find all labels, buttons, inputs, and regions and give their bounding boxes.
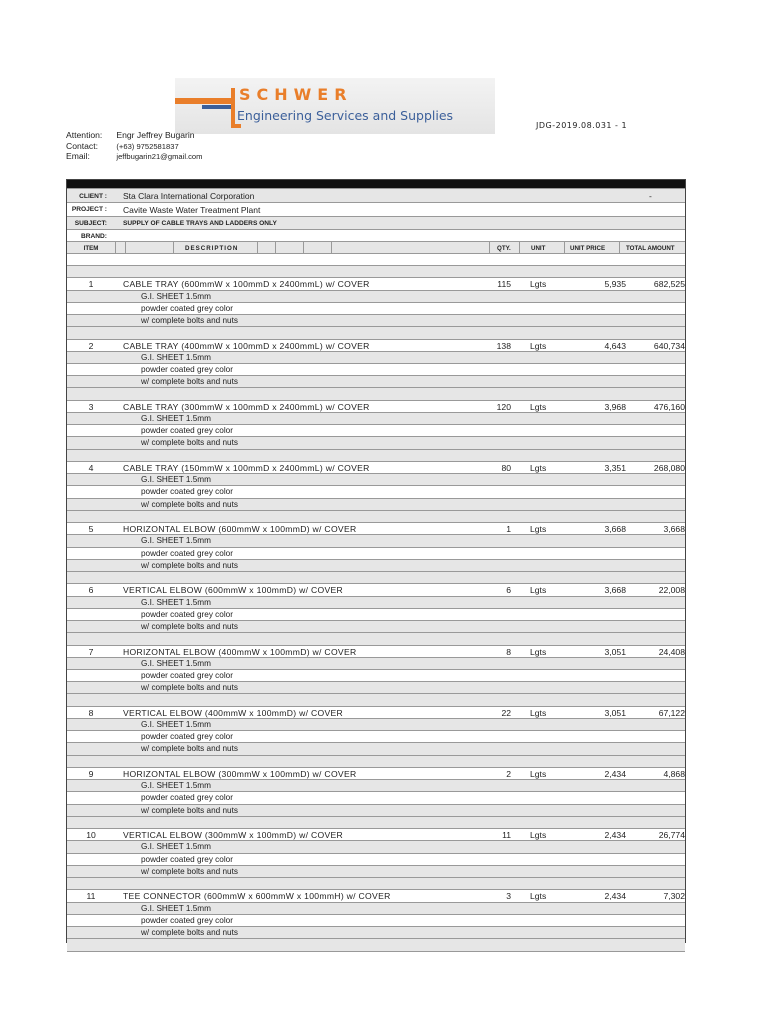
- brand-row: [67, 230, 685, 242]
- item-row: [67, 890, 685, 902]
- item-spec: powder coated grey color: [141, 365, 233, 374]
- item-spec: w/ complete bolts and nuts: [141, 316, 238, 325]
- item-total: 3,668: [663, 524, 685, 535]
- header-unit: UNIT: [531, 245, 546, 252]
- item-spec: powder coated grey color: [141, 548, 233, 558]
- subject-value: SUPPLY OF CABLE TRAYS AND LADDERS ONLY: [123, 220, 277, 227]
- item-spec: powder coated grey color: [141, 303, 233, 313]
- contact-line: [66, 141, 179, 151]
- spacer-row: [67, 939, 685, 951]
- header-total: TOTAL AMOUNT: [626, 245, 675, 252]
- spec-row: [67, 841, 685, 853]
- spec-row: [67, 719, 685, 731]
- spec-row: [67, 548, 685, 560]
- header-divider: [257, 242, 258, 253]
- header-divider: [619, 242, 620, 253]
- item-spec: G.I. SHEET 1.5mm: [141, 597, 211, 607]
- item-qty: 8: [506, 646, 511, 657]
- spacer-row: [67, 756, 685, 768]
- item-spec: powder coated grey color: [141, 609, 233, 619]
- spacer-row: [67, 254, 685, 266]
- item-qty: 22: [501, 707, 511, 718]
- item-spec: G.I. SHEET 1.5mm: [141, 291, 211, 301]
- spec-row: [67, 535, 685, 547]
- header-item: ITEM: [83, 245, 99, 252]
- item-total: 682,525: [653, 279, 685, 290]
- item-unit-price: 2,434: [604, 769, 626, 779]
- spec-row: [67, 425, 685, 437]
- header-divider: [303, 242, 304, 253]
- company-logo: [175, 78, 495, 134]
- brand-label: BRAND:: [80, 233, 107, 240]
- project-row: [67, 203, 685, 217]
- item-unit-price: 2,434: [604, 830, 626, 841]
- item-row: [67, 340, 685, 352]
- item-qty: 3: [506, 891, 511, 902]
- item-unit-price: 4,643: [604, 340, 626, 351]
- item-number: 4: [88, 463, 94, 473]
- header-divider: [115, 242, 116, 253]
- item-spec: G.I. SHEET 1.5mm: [141, 475, 211, 485]
- item-unit: Lgts: [530, 646, 547, 657]
- item-row: [67, 462, 685, 474]
- document-number: JDG-2019.08.031 - 1: [536, 121, 628, 130]
- subject-label: SUBJECT:: [74, 220, 107, 227]
- item-total: 476,160: [653, 401, 685, 412]
- item-total: 67,122: [658, 707, 685, 718]
- header-divider: [489, 242, 490, 253]
- item-spec: w/ complete bolts and nuts: [141, 622, 238, 631]
- spec-row: [67, 486, 685, 498]
- spacer-row: [67, 633, 685, 645]
- item-total: 26,774: [658, 830, 685, 841]
- item-total: 24,408: [658, 646, 685, 657]
- spec-row: [67, 560, 685, 572]
- spec-row: [67, 658, 685, 670]
- spec-row: [67, 805, 685, 817]
- spacer-row: [67, 572, 685, 584]
- header-row: [67, 242, 685, 254]
- item-unit: Lgts: [530, 340, 547, 351]
- item-number: 5: [88, 524, 94, 535]
- item-qty: 2: [506, 769, 511, 779]
- item-row: [67, 829, 685, 841]
- spacer-row: [67, 327, 685, 339]
- logo-orange-bar: [175, 98, 231, 104]
- project-value: Cavite Waste Water Treatment Plant: [123, 205, 261, 215]
- item-description: HORIZONTAL ELBOW (600mmW x 100mmD) w/ COVER: [123, 524, 357, 535]
- item-qty: 138: [496, 340, 511, 351]
- item-unit: Lgts: [530, 707, 547, 718]
- item-unit-price: 3,051: [604, 646, 626, 657]
- header-divider: [173, 242, 174, 253]
- item-number: 1: [88, 279, 94, 290]
- item-spec: w/ complete bolts and nuts: [141, 377, 238, 387]
- item-spec: w/ complete bolts and nuts: [141, 438, 238, 448]
- item-spec: powder coated grey color: [141, 487, 233, 497]
- item-spec: powder coated grey color: [141, 426, 233, 436]
- item-unit-price: 3,351: [604, 463, 626, 473]
- item-row: [67, 401, 685, 413]
- item-number: 2: [88, 340, 94, 351]
- item-qty: 1: [506, 524, 511, 535]
- item-spec: powder coated grey color: [141, 915, 233, 925]
- item-spec: G.I. SHEET 1.5mm: [141, 781, 211, 791]
- item-unit: Lgts: [530, 279, 547, 290]
- item-description: VERTICAL ELBOW (300mmW x 100mmD) w/ COVER: [123, 830, 344, 841]
- item-total: 268,080: [653, 463, 685, 473]
- item-qty: 6: [506, 585, 511, 596]
- item-spec: w/ complete bolts and nuts: [141, 805, 238, 815]
- spec-row: [67, 474, 685, 486]
- spec-row: [67, 903, 685, 915]
- item-total: 22,008: [658, 585, 685, 596]
- spec-row: [67, 609, 685, 621]
- email-line: [66, 151, 202, 161]
- item-unit-price: 5,935: [604, 279, 626, 290]
- contact-value: (+63) 9752581837: [116, 142, 179, 151]
- item-spec: G.I. SHEET 1.5mm: [141, 842, 211, 852]
- spec-row: [67, 364, 685, 376]
- company-tagline: Engineering Services and Supplies: [237, 108, 454, 123]
- client-value: Sta Clara International Corporation: [123, 191, 255, 201]
- subject-row: [67, 217, 685, 230]
- item-row: [67, 646, 685, 658]
- item-number: 6: [88, 585, 94, 596]
- item-number: 3: [88, 401, 94, 412]
- item-unit-price: 3,668: [604, 524, 626, 535]
- spacer-row: [67, 450, 685, 462]
- item-spec: G.I. SHEET 1.5mm: [141, 903, 211, 913]
- attention-value: Engr Jeffrey Bugarin: [116, 130, 195, 140]
- item-spec: G.I. SHEET 1.5mm: [141, 414, 211, 423]
- client-label: CLIENT :: [79, 193, 107, 200]
- header-divider: [519, 242, 520, 253]
- company-name: SCHWER: [239, 85, 353, 104]
- item-description: CABLE TRAY (150mmW x 100mmD x 2400mmL) w/ COVER: [123, 463, 370, 473]
- attention-line: [66, 130, 195, 140]
- spec-row: [67, 499, 685, 511]
- spec-row: [67, 915, 685, 927]
- spec-row: [67, 315, 685, 327]
- header-description: DESCRIPTION: [185, 245, 239, 252]
- item-total: 7,302: [663, 891, 685, 902]
- spacer-row: [67, 511, 685, 523]
- item-unit: Lgts: [530, 769, 547, 779]
- item-row: [67, 278, 685, 290]
- item-qty: 115: [497, 279, 511, 290]
- spec-row: [67, 437, 685, 449]
- item-spec: powder coated grey color: [141, 671, 233, 680]
- logo-blue-bar: [202, 105, 232, 109]
- item-qty: 11: [502, 830, 511, 841]
- item-spec: w/ complete bolts and nuts: [141, 560, 238, 570]
- item-description: CABLE TRAY (600mmW x 100mmD x 2400mmL) w/ COVER: [123, 279, 370, 290]
- client-mark: -: [649, 191, 652, 201]
- item-spec: G.I. SHEET 1.5mm: [141, 658, 211, 668]
- item-spec: w/ complete bolts and nuts: [141, 866, 238, 876]
- client-row: [67, 188, 685, 203]
- item-unit: Lgts: [530, 585, 547, 596]
- item-spec: powder coated grey color: [141, 854, 233, 864]
- table-top-bar: [67, 180, 685, 188]
- item-description: VERTICAL ELBOW (600mmW x 100mmD) w/ COVER: [123, 585, 344, 596]
- project-label: PROJECT :: [71, 206, 107, 213]
- item-spec: powder coated grey color: [141, 732, 233, 742]
- spec-row: [67, 854, 685, 866]
- item-unit-price: 3,668: [604, 585, 626, 596]
- header-divider: [125, 242, 126, 253]
- item-spec: w/ complete bolts and nuts: [141, 499, 238, 509]
- contact-label: Contact:: [66, 141, 99, 151]
- spacer-row: [67, 388, 685, 400]
- attention-label: Attention:: [66, 130, 103, 140]
- item-row: [67, 707, 685, 719]
- spec-row: [67, 682, 685, 694]
- spacer-row: [67, 817, 685, 829]
- item-row: [67, 584, 685, 596]
- item-description: VERTICAL ELBOW (400mmW x 100mmD) w/ COVER: [123, 707, 344, 718]
- spec-row: [67, 621, 685, 633]
- item-unit: Lgts: [530, 830, 547, 841]
- spec-row: [67, 413, 685, 425]
- item-spec: w/ complete bolts and nuts: [141, 744, 238, 754]
- item-number: 7: [88, 646, 94, 657]
- spec-row: [67, 352, 685, 364]
- item-row: [67, 768, 685, 780]
- spec-row: [67, 866, 685, 878]
- item-unit-price: 2,434: [604, 891, 626, 902]
- spec-row: [67, 291, 685, 303]
- item-unit-price: 3,051: [604, 707, 626, 718]
- spec-row: [67, 303, 685, 315]
- spec-row: [67, 670, 685, 682]
- item-spec: powder coated grey color: [141, 793, 233, 803]
- item-qty: 80: [501, 463, 511, 473]
- item-unit: Lgts: [530, 891, 547, 902]
- item-unit-price: 3,968: [604, 401, 626, 412]
- item-unit: Lgts: [530, 524, 547, 535]
- header-qty: QTY.: [497, 245, 511, 252]
- header-unit-price: UNIT PRICE: [570, 245, 606, 252]
- item-row: [67, 523, 685, 535]
- header-divider: [275, 242, 276, 253]
- email-value[interactable]: jeffbugarin21@gmail.com: [116, 152, 203, 161]
- spec-row: [67, 927, 685, 939]
- spec-row: [67, 376, 685, 388]
- item-total: 4,868: [663, 769, 685, 779]
- email-label: Email:: [66, 151, 90, 161]
- item-description: HORIZONTAL ELBOW (300mmW x 100mmD) w/ COVER: [123, 769, 357, 779]
- item-number: 11: [86, 891, 96, 902]
- header-divider: [331, 242, 332, 253]
- item-number: 8: [88, 707, 94, 718]
- spec-row: [67, 792, 685, 804]
- item-number: 9: [88, 769, 94, 779]
- spec-row: [67, 743, 685, 755]
- item-description: CABLE TRAY (400mmW x 100mmD x 2400mmL) w/ COVER: [123, 340, 370, 351]
- item-description: HORIZONTAL ELBOW (400mmW x 100mmD) w/ COVER: [123, 646, 357, 657]
- item-description: CABLE TRAY (300mmW x 100mmD x 2400mmL) w/ COVER: [123, 401, 370, 412]
- item-spec: G.I. SHEET 1.5mm: [141, 352, 211, 362]
- item-unit: Lgts: [530, 401, 547, 412]
- spec-row: [67, 780, 685, 792]
- spacer-row: [67, 878, 685, 890]
- spacer-row: [67, 694, 685, 706]
- quotation-table: [66, 179, 686, 943]
- item-unit: Lgts: [530, 463, 547, 473]
- item-total: 640,734: [653, 340, 685, 351]
- spec-row: [67, 597, 685, 609]
- item-spec: w/ complete bolts and nuts: [141, 928, 238, 937]
- spec-row: [67, 731, 685, 743]
- item-number: 10: [86, 830, 96, 841]
- item-description: TEE CONNECTOR (600mmW x 600mmW x 100mmH) w/ COVER: [123, 891, 391, 902]
- item-spec: w/ complete bolts and nuts: [141, 683, 238, 693]
- header-divider: [564, 242, 565, 253]
- item-spec: G.I. SHEET 1.5mm: [141, 536, 211, 546]
- item-spec: G.I. SHEET 1.5mm: [141, 720, 211, 729]
- item-qty: 120: [496, 401, 511, 412]
- spacer-row: [67, 266, 685, 278]
